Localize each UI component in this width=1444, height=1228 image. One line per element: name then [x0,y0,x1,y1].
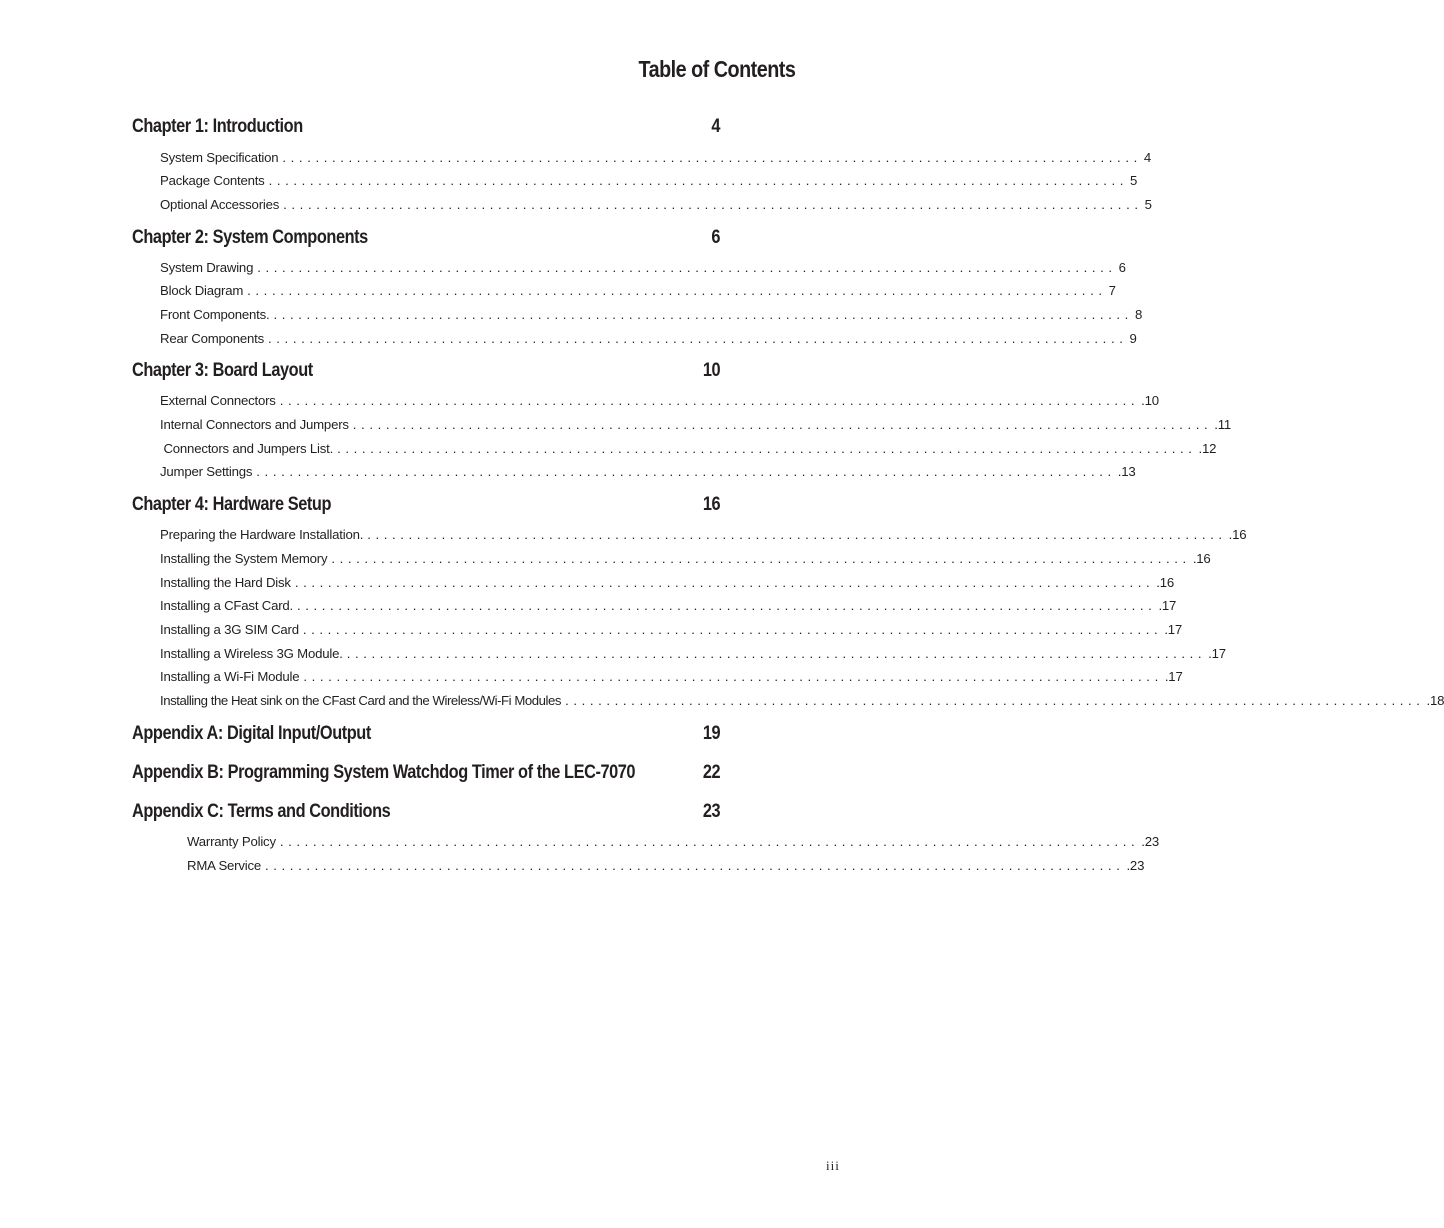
toc-entry[interactable] [160,173,1138,191]
dot-leader: ........................................................................................................ [297,598,1157,613]
toc-entry-label: Installing the System Memory [160,551,328,566]
toc-chapter-introduction[interactable] [132,116,720,140]
toc-entry-label: Installing a 3G SIM Card [160,622,299,637]
toc-entry[interactable] [187,834,1160,852]
toc-chapter-system-components[interactable] [132,227,720,251]
toc-entry-label: Installing a CFast Card. [160,598,293,613]
toc-entry-page: 9 [1129,331,1137,346]
toc-entry-label: External Connectors [160,393,276,408]
toc-entry-label: System Drawing [160,260,254,275]
toc-entry[interactable] [160,622,1183,640]
chapter-page-number: 19 [702,723,720,744]
toc-entry[interactable] [160,331,1137,349]
toc-entry-page: 7 [1108,283,1116,298]
toc-entry-page: .16 [1156,575,1174,590]
dot-leader: ........................................................................................................ [265,858,1125,873]
dot-leader: ........................................................................................................ [302,622,1163,637]
toc-entry[interactable] [160,283,1116,301]
toc-entry-page: 8 [1134,307,1143,322]
toc-entry-label: Installing a Wi-Fi Module [160,669,300,684]
toc-entry[interactable] [160,575,1174,593]
dot-leader: ........................................................................................................ [331,551,1191,566]
dot-leader: ........................................................................................................ [282,150,1142,165]
toc-entry-page: .13 [1117,464,1136,479]
toc-entry-page: .17 [1208,646,1226,661]
toc-appendix-c[interactable] [132,801,720,825]
page-title: Table of Contents [638,56,795,82]
toc-entry-label: Installing a Wireless 3G Module. [160,646,343,661]
dot-leader: ........................................................................................................ [268,331,1128,346]
chapter-title[interactable]: Chapter 2: System Components [132,227,368,248]
chapter-title[interactable]: Appendix B: Programming System Watchdog Timer of the LEC-7070 [132,762,636,783]
toc-entry[interactable] [160,441,1217,459]
chapter-page-number: 10 [702,360,720,381]
toc-entry-label: Jumper Settings [160,464,253,479]
toc-entry[interactable] [160,464,1136,482]
dot-leader: ........................................................................................................ [256,464,1116,479]
toc-entry-label: Internal Connectors and Jumpers [160,417,349,432]
toc-entry-page: .16 [1228,527,1247,542]
toc-chapter-board-layout[interactable] [132,360,720,384]
toc-entry[interactable] [160,197,1152,215]
toc-entry-label: Front Components. [160,307,270,322]
toc-entry[interactable] [160,646,1226,664]
chapter-title[interactable]: Appendix C: Terms and Conditions [132,801,391,822]
toc-entry[interactable] [160,307,1143,325]
dot-leader: ........................................................................................................ [279,834,1140,849]
dot-leader: ........................................................................................................ [294,575,1155,590]
chapter-title[interactable]: Chapter 1: Introduction [132,116,303,137]
toc-entry-page: .17 [1164,669,1183,684]
toc-entry[interactable] [160,150,1151,168]
toc-entry-label: Preparing the Hardware Installation. [160,527,364,542]
toc-entry-label: Installing the Hard Disk [160,575,291,590]
toc-entry-page: 5 [1130,173,1138,188]
toc-entry-label: Rear Components [160,331,265,346]
toc-entry-page: .12 [1198,441,1217,456]
chapter-page-number: 22 [702,762,720,783]
toc-entry[interactable] [160,693,1444,711]
dot-leader: ........................................................................................................ [346,646,1207,661]
toc-entry-label: Package Contents [160,173,265,188]
toc-chapter-hardware-setup[interactable] [132,494,720,518]
dot-leader: ........................................................................................................ [279,393,1140,408]
toc-entry[interactable] [160,551,1211,569]
toc-entry-label: Optional Accessories [160,197,280,212]
toc-entry[interactable] [160,527,1247,545]
toc-entry[interactable] [187,858,1145,876]
toc-entry-page: .18 [1426,693,1444,708]
toc-entry-page: 6 [1118,260,1126,275]
toc-appendix-a[interactable] [132,723,720,747]
toc-entry-page: 5 [1144,197,1152,212]
toc-entry[interactable] [160,669,1183,687]
dot-leader: ........................................................................................................ [257,260,1117,275]
toc-entry-page: .10 [1141,393,1159,408]
dot-leader: ........................................................................................................ [283,197,1143,212]
chapter-page-number: 23 [702,801,720,822]
chapter-page-number: 16 [702,494,720,515]
toc-entry-page: .17 [1158,598,1177,613]
dot-leader: ........................................................................................................ [273,307,1133,322]
toc-entry-label: Connectors and Jumpers List. [160,441,334,456]
toc-entry-page: .16 [1192,551,1211,566]
toc-entry[interactable] [160,417,1232,435]
toc-appendix-b[interactable] [132,762,720,786]
toc-entry-label: Block Diagram [160,283,244,298]
dot-leader: ........................................................................................................ [337,441,1197,456]
toc-entry[interactable] [160,260,1126,278]
toc-entry-page: .23 [1141,834,1160,849]
dot-leader: ........................................................................................................ [565,693,1425,708]
toc-entry[interactable] [160,393,1159,411]
dot-leader: ........................................................................................................ [268,173,1129,188]
chapter-title[interactable]: Chapter 4: Hardware Setup [132,494,332,515]
toc-entry[interactable] [160,598,1177,616]
footer-page-number: iii [826,1158,840,1173]
dot-leader: ........................................................................................................ [367,527,1227,542]
toc-entry-label: Installing the Heat sink on the CFast Card and the Wireless/Wi-Fi Modules [160,693,562,708]
dot-leader: ........................................................................................................ [303,669,1163,684]
chapter-title[interactable]: Appendix A: Digital Input/Output [132,723,371,744]
toc-entry-label: System Specification [160,150,279,165]
dot-leader: ........................................................................................................ [352,417,1213,432]
toc-entry-label: Warranty Policy [187,834,276,849]
toc-entry-label: RMA Service [187,858,262,873]
toc-entry-page: .11 [1214,417,1232,432]
chapter-page-number: 6 [711,227,720,248]
chapter-title[interactable]: Chapter 3: Board Layout [132,360,313,381]
toc-entry-page: .23 [1126,858,1145,873]
dot-leader: ........................................................................................................ [247,283,1107,298]
toc-entry-page: .17 [1164,622,1183,637]
chapter-page-number: 4 [711,116,720,137]
toc-entry-page: 4 [1143,150,1151,165]
